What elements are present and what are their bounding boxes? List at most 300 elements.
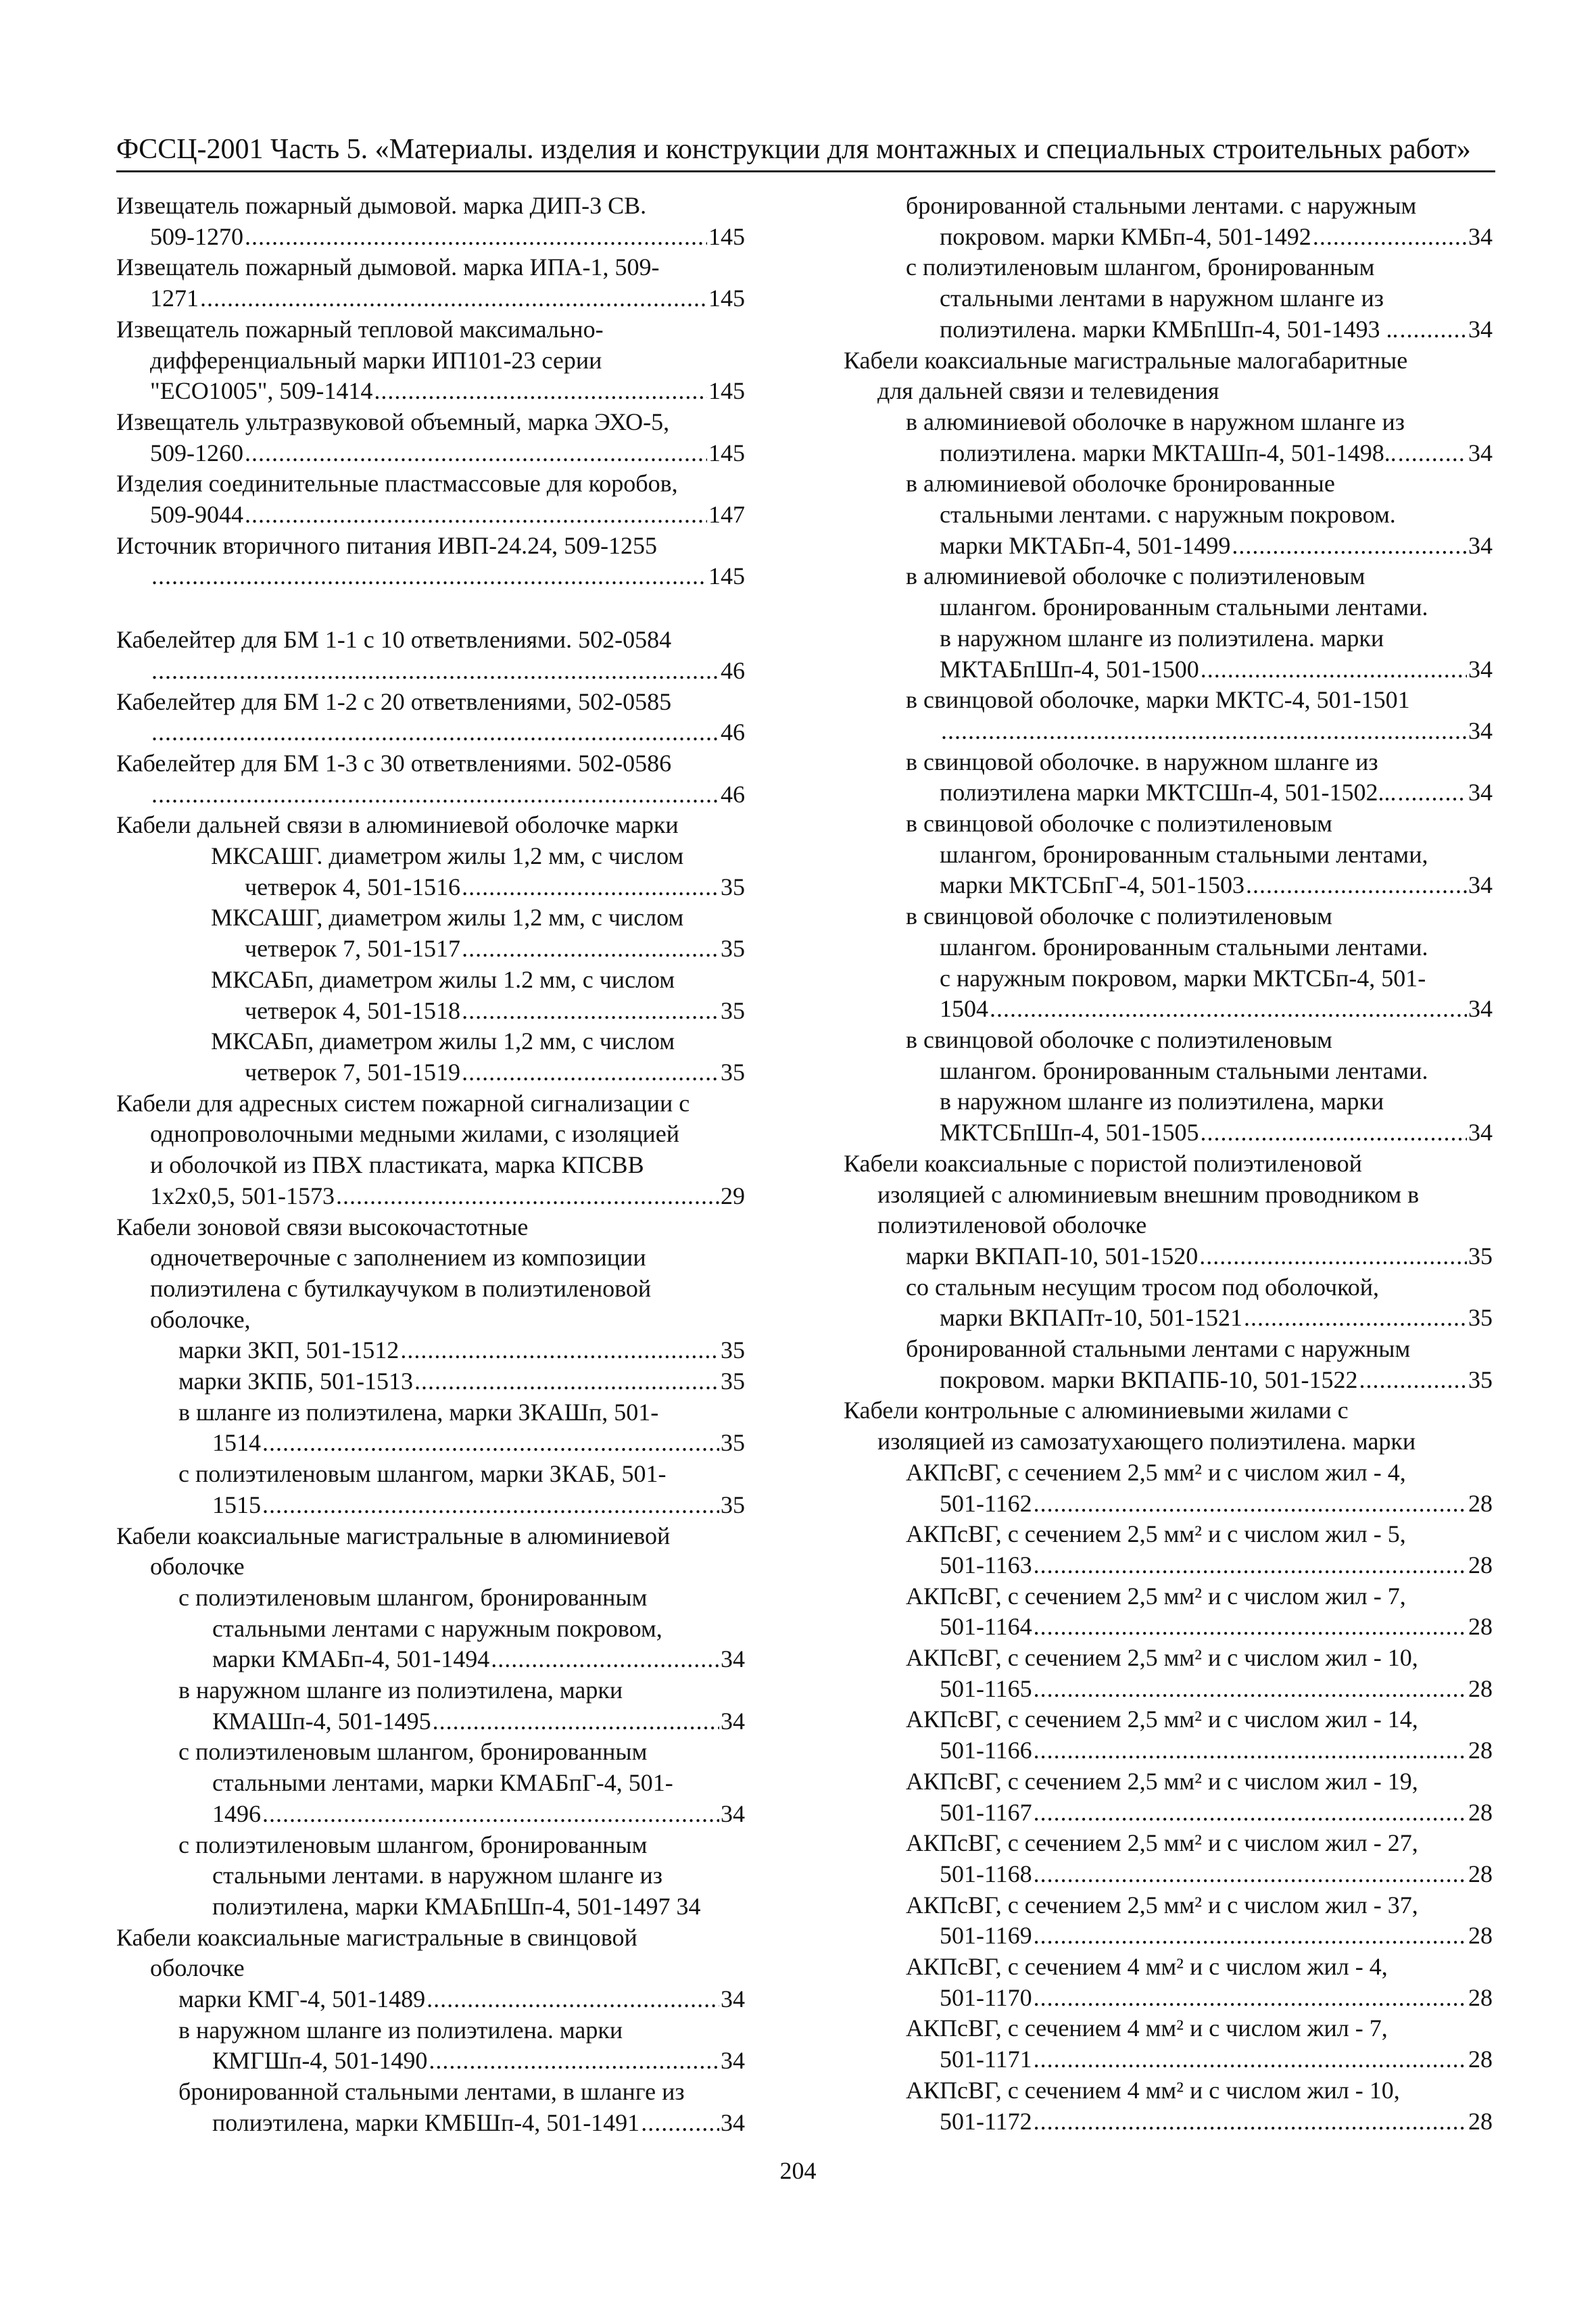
dot-leader (374, 376, 707, 407)
entry-text-line: шлангом. бронированным стальными лентами. (940, 594, 1428, 621)
entry-text-line: МКСАБп, диаметром жилы 1,2 мм, с числом (211, 1028, 675, 1055)
index-entry (844, 468, 1493, 561)
entry-page-ref: 35 (721, 1429, 745, 1457)
index-entry (116, 191, 745, 252)
dot-leader (151, 717, 719, 748)
page-number: 204 (779, 2157, 817, 2184)
entry-leader-line (116, 1181, 745, 1212)
entry-last-text: четверок 7, 501-1519 (245, 1058, 461, 1086)
entry-text-line: МКСАБп, диаметром жилы 1.2 мм, с числом (211, 965, 675, 993)
index-entry (116, 1583, 745, 1675)
index-entry (844, 2013, 1493, 2075)
entry-leader-line (116, 222, 745, 253)
index-entry (844, 1704, 1493, 1766)
entry-leader-line (178, 1335, 745, 1366)
entry-text-line: Кабели коаксиальные магистральные в свинцовой (116, 1923, 637, 1951)
dot-leader (1034, 1489, 1467, 1520)
entry-page-ref: 34 (721, 1645, 745, 1673)
entry-leader-line (116, 656, 745, 687)
entry-page-ref: 28 (1468, 1551, 1493, 1578)
entry-text-line: полиэтилена с бутилкаучуком в полиэтиленовой (150, 1274, 652, 1302)
index-entry (116, 1830, 745, 1923)
entry-leader-line (906, 1983, 1493, 2014)
entry-leader-line (906, 1365, 1493, 1396)
entry-leader-line (906, 2044, 1493, 2075)
entry-leader-line (211, 872, 745, 903)
dot-leader (1034, 1798, 1467, 1829)
entry-leader-line (116, 561, 745, 592)
entry-text-line: в наружном шланге из полиэтилена, марки (940, 1088, 1384, 1115)
entry-text-line: Кабели контрольные с алюминиевыми жилами с (844, 1397, 1349, 1424)
entry-last-text: полиэтилена марки МКТСШп-4, 501-1502... (940, 779, 1397, 806)
index-entry (116, 1923, 745, 1984)
entry-text-line: Извещатель пожарный тепловой максимально- (116, 315, 604, 343)
entry-text-line: со стальным несущим тросом под оболочкой, (906, 1273, 1380, 1301)
entry-page-ref: 35 (721, 996, 745, 1024)
dot-leader (1246, 870, 1467, 901)
entry-text-line: для дальней связи и телевидения (877, 377, 1219, 405)
entry-leader-line (211, 934, 745, 965)
dot-leader (262, 1799, 719, 1830)
entry-leader-line (178, 1706, 745, 1737)
entry-page-ref: 34 (1468, 717, 1493, 744)
index-entry (116, 1088, 745, 1212)
entry-page-ref: 147 (708, 501, 745, 529)
index-entry (116, 2077, 745, 2138)
entry-last-text: марки КМАБп-4, 501-1494 (212, 1645, 490, 1673)
entry-text-line: оболочке (150, 1954, 245, 1982)
entry-leader-line (178, 2108, 745, 2139)
entry-text-line: в алюминиевой оболочке в наружном шланге из (906, 408, 1405, 435)
entry-last-text: покровом. марки КМБп-4, 501-1492 (940, 222, 1311, 250)
entry-page-ref: 28 (1468, 2046, 1493, 2073)
entry-text-line: изоляцией с алюминиевым внешним проводником в (877, 1180, 1420, 1208)
entry-text-line: с полиэтиленовым шлангом, бронированным (906, 254, 1375, 281)
index-entry (844, 1334, 1493, 1395)
entry-text-line: Извещатель пожарный дымовой. марка ДИП-3 СВ. (116, 192, 647, 219)
dot-leader (1398, 438, 1467, 469)
dot-leader (1034, 2044, 1467, 2075)
entry-text-line: с полиэтиленовым шлангом, бронированным (178, 1583, 648, 1611)
dot-leader (1244, 1303, 1467, 1334)
entry-text-line: АКПсВГ, с сечением 2,5 мм² и с числом жил - 14, (906, 1706, 1418, 1733)
entry-text-line: АКПсВГ, с сечением 2,5 мм² и с числом жил - 4, (906, 1458, 1406, 1486)
entry-text-line: бронированной стальными лентами. с наружным (906, 192, 1417, 219)
entry-leader-line (906, 531, 1493, 562)
entry-page-ref: 34 (1468, 995, 1493, 1023)
entry-text-line: в алюминиевой оболочке бронированные (906, 470, 1335, 498)
entry-leader-line (906, 1921, 1493, 1952)
entry-last-text: 509-9044 (150, 501, 243, 529)
entry-last-text: марки ЗКП, 501-1512 (178, 1336, 400, 1364)
entry-page-ref: 46 (721, 780, 745, 808)
dot-leader (200, 283, 707, 314)
entry-leader-line (178, 1799, 745, 1830)
entry-page-ref: 35 (1468, 1304, 1493, 1332)
entry-text-line: в свинцовой оболочке с полиэтиленовым (906, 1026, 1332, 1053)
entry-text-line: Кабели зоновой связи высокочастотные (116, 1213, 529, 1240)
entry-leader-line (906, 1798, 1493, 1829)
dot-leader (462, 1057, 719, 1088)
dot-leader (1399, 314, 1467, 345)
entry-text-line: в свинцовой оболочке с полиэтиленовым (906, 902, 1332, 930)
dot-leader (1232, 531, 1467, 562)
entry-last-text: 501-1169 (940, 1922, 1032, 1950)
index-entry (116, 1521, 745, 1583)
index-entry (844, 345, 1493, 407)
entry-page-ref: 34 (721, 1800, 745, 1827)
entry-page-ref: 28 (1468, 1674, 1493, 1702)
entry-text-line: Кабели для адресных систем пожарной сигнализации с (116, 1089, 690, 1117)
entry-text-line: Кабелейтер для БМ 1-1 с 10 ответвлениями. 502-0584 (116, 626, 672, 654)
dot-leader (245, 222, 707, 253)
entry-text-line: полиэтилена, марки КМАБпШп-4, 501-1497 34 (212, 1892, 701, 1920)
entry-leader-line (178, 2046, 745, 2077)
entry-last-text: марки ЗКПБ, 501-1513 (178, 1368, 413, 1395)
index-entry (844, 1149, 1493, 1241)
index-entry (116, 1212, 745, 1336)
entry-last-text: 509-1260 (150, 439, 243, 466)
entry-last-text: 1496 (212, 1800, 261, 1827)
entry-text-line: Кабелейтер для БМ 1-2 с 20 ответвлениями, 502-0585 (116, 687, 672, 715)
index-entry (844, 561, 1493, 685)
entry-last-text: 501-1167 (940, 1798, 1032, 1826)
entry-page-ref: 35 (721, 935, 745, 963)
entry-text-line: шлангом, бронированным стальными лентами, (940, 840, 1428, 868)
index-entry (116, 468, 745, 530)
dot-leader (1034, 1859, 1467, 1890)
index-entry (116, 810, 745, 841)
entry-last-text: полиэтилена, марки КМБШп-4, 501-1491 (212, 2108, 640, 2136)
entry-page-ref: 35 (1468, 1366, 1493, 1393)
entry-text-line: изоляцией из самозатухающего полиэтилена. марки (877, 1428, 1416, 1455)
dot-leader (262, 1490, 719, 1521)
index-entry (116, 1335, 745, 1366)
index-entry (116, 748, 745, 810)
index-column-right (844, 191, 1493, 2137)
entry-page-ref: 28 (1468, 1737, 1493, 1764)
entry-text-line: с наружным покровом, марки МКТСБп-4, 501- (940, 964, 1426, 992)
entry-leader-line (178, 1366, 745, 1397)
entry-leader-line (116, 438, 745, 469)
entry-text-line: оболочке (150, 1553, 245, 1581)
entry-page-ref: 34 (1468, 655, 1493, 683)
entry-leader-line (906, 1489, 1493, 1520)
index-entry (116, 687, 745, 748)
entry-text-line: бронированной стальными лентами, в шланге из (178, 2078, 685, 2106)
dot-leader (462, 872, 719, 903)
entry-page-ref: 46 (721, 719, 745, 746)
dot-leader (427, 1984, 719, 2015)
dot-leader (1034, 1921, 1467, 1952)
index-entry (844, 1890, 1493, 1952)
dot-leader (433, 1706, 719, 1737)
entry-text-line: Источник вторичного питания ИВП-24.24, 509-1255 (116, 531, 658, 559)
entry-text-line: в наружном шланге из полиэтилена, марки (178, 1676, 623, 1704)
dot-leader (1034, 1983, 1467, 2014)
entry-last-text: 501-1170 (940, 1983, 1032, 2011)
entry-leader-line (906, 654, 1493, 685)
dot-leader (641, 2108, 719, 2139)
index-entry (844, 1581, 1493, 1643)
index-entry (844, 1519, 1493, 1581)
index-entry (116, 625, 745, 686)
entry-last-text: 509-1270 (150, 222, 243, 250)
entry-page-ref: 34 (721, 2047, 745, 2075)
entry-text-line: стальными лентами с наружным покровом, (212, 1614, 662, 1642)
entry-last-text: марки ВКПАП-10, 501-1520 (906, 1242, 1199, 1270)
index-entry (844, 1241, 1493, 1272)
entry-leader-line (906, 1117, 1493, 1149)
entry-leader-line (116, 376, 745, 407)
dot-leader (400, 1335, 719, 1366)
dot-leader (1034, 1674, 1467, 1705)
entry-text-line: АКПсВГ, с сечением 2,5 мм² и с числом жил - 27, (906, 1829, 1418, 1857)
index-entry (116, 252, 745, 314)
entry-last-text: 501-1166 (940, 1737, 1032, 1764)
entry-page-ref: 145 (708, 377, 745, 405)
entry-text-line: шлангом. бронированным стальными лентами. (940, 933, 1428, 961)
dot-leader (1201, 1117, 1467, 1149)
entry-leader-line (178, 1984, 745, 2015)
entry-leader-line (178, 1644, 745, 1675)
entry-text-line: Кабели коаксиальные магистральные малогабаритные (844, 346, 1408, 374)
dot-leader (262, 1428, 719, 1459)
entry-page-ref: 29 (721, 1182, 745, 1209)
entry-page-ref: 28 (1468, 2107, 1493, 2135)
dot-leader (429, 2046, 719, 2077)
entry-page-ref: 28 (1468, 1613, 1493, 1641)
index-entry (844, 901, 1493, 1025)
entry-leader-line (116, 500, 745, 531)
entry-page-ref: 35 (721, 1058, 745, 1086)
index-entry (116, 1397, 745, 1459)
index-entry (116, 531, 745, 592)
index-entry (844, 747, 1493, 809)
index-entry (844, 685, 1493, 746)
entry-text-line: АКПсВГ, с сечением 2,5 мм² и с числом жил - 10, (906, 1644, 1418, 1672)
entry-last-text: 501-1171 (940, 2046, 1032, 2073)
entry-page-ref: 28 (1468, 1489, 1493, 1517)
index-entry (844, 1025, 1493, 1149)
entry-text-line: в наружном шланге из полиэтилена. марки (178, 2016, 623, 2044)
entry-page-ref: 35 (721, 1491, 745, 1518)
dot-leader (941, 716, 1467, 747)
dot-leader (245, 438, 707, 469)
entry-leader-line (906, 1859, 1493, 1890)
entry-text-line: дифференциальный марки ИП101-23 серии (150, 346, 602, 374)
index-entry (844, 1952, 1493, 2013)
entry-leader-line (906, 1612, 1493, 1643)
index-entry (844, 1272, 1493, 1334)
entry-page-ref: 145 (708, 222, 745, 250)
entry-page-ref: 34 (1468, 871, 1493, 899)
index-entry (844, 809, 1493, 901)
entry-page-ref: 34 (1468, 439, 1493, 466)
entry-last-text: четверок 4, 501-1516 (245, 873, 461, 900)
entry-leader-line (906, 994, 1493, 1025)
index-entry (116, 1737, 745, 1829)
entry-page-ref: 145 (708, 285, 745, 312)
entry-text-line: в алюминиевой оболочке с полиэтиленовым (906, 562, 1365, 590)
entry-last-text: КМАШп-4, 501-1495 (212, 1707, 431, 1735)
entry-page-ref: 28 (1468, 1983, 1493, 2011)
index-entry (116, 841, 745, 902)
entry-text-line: МКСАШГ. диаметром жилы 1,2 мм, с числом (211, 842, 684, 870)
entry-text-line: Кабели дальней связи в алюминиевой оболочке марки (116, 811, 679, 839)
entry-page-ref: 145 (708, 439, 745, 466)
entry-page-ref: 35 (721, 1368, 745, 1395)
entry-last-text: КМГШп-4, 501-1490 (212, 2047, 428, 2075)
entry-text-line: стальными лентами. с наружным покровом. (940, 501, 1396, 529)
index-entry (844, 252, 1493, 345)
index-entry (116, 1675, 745, 1737)
entry-page-ref: 28 (1468, 1922, 1493, 1950)
dot-leader (336, 1181, 719, 1212)
index-entry (844, 1395, 1493, 1457)
entry-last-text: четверок 7, 501-1517 (245, 935, 461, 963)
entry-last-text: 1514 (212, 1429, 261, 1457)
dot-leader (1398, 777, 1467, 809)
entry-text-line: полиэтиленовой оболочке (877, 1211, 1147, 1239)
entry-page-ref: 35 (1468, 1242, 1493, 1270)
entry-last-text: МКТАБпШп-4, 501-1500 (940, 655, 1199, 683)
entry-page-ref: 34 (721, 2108, 745, 2136)
dot-leader (151, 656, 719, 687)
entry-text-line: в свинцовой оболочке, марки МКТС-4, 501-1501 (906, 686, 1410, 714)
entry-text-line: в свинцовой оболочке. в наружном шланге из (906, 748, 1378, 775)
entry-last-text: 501-1165 (940, 1674, 1032, 1702)
entry-page-ref: 34 (1468, 531, 1493, 559)
entry-leader-line (116, 717, 745, 748)
entry-text-line: с полиэтиленовым шлангом, бронированным (178, 1738, 648, 1766)
dot-leader (1034, 1550, 1467, 1581)
entry-text-line: Кабели коаксиальные с пористой полиэтиленовой (844, 1149, 1362, 1177)
spacer (116, 592, 745, 625)
entry-last-text: 501-1172 (940, 2107, 1032, 2135)
page-header: ФССЦ-2001 Часть 5. «Материалы. изделия и конструкции для монтажных и специальных строительных работ» (116, 134, 1471, 165)
dot-leader (1199, 1241, 1467, 1272)
dot-leader (491, 1644, 719, 1675)
entry-page-ref: 34 (1468, 1119, 1493, 1147)
index-entry (116, 1459, 745, 1520)
index-entry (844, 1766, 1493, 1828)
dot-leader (990, 994, 1467, 1025)
entry-last-text: четверок 4, 501-1518 (245, 996, 461, 1024)
entry-leader-line (906, 1735, 1493, 1766)
entry-page-ref: 34 (721, 1985, 745, 2013)
header-rule (116, 170, 1495, 172)
entry-last-text: "ECO1005", 509-1414 (150, 377, 373, 405)
index-entry (116, 902, 745, 964)
entry-text-line: с полиэтиленовым шлангом, марки ЗКАБ, 501- (178, 1460, 667, 1488)
entry-text-line: в наружном шланге из полиэтилена. марки (940, 624, 1384, 652)
entry-text-line: в свинцовой оболочке с полиэтиленовым (906, 810, 1332, 838)
entry-last-text: полиэтилена. марки КМБпШп-4, 501-1493 .. (940, 315, 1399, 343)
entry-text-line: с полиэтиленовым шлангом, бронированным (178, 1831, 648, 1858)
entry-leader-line (906, 222, 1493, 253)
entry-page-ref: 34 (721, 1707, 745, 1735)
index-column-left (116, 191, 745, 2139)
entry-text-line: оболочке, (150, 1305, 251, 1333)
entry-last-text: марки ВКПАПт-10, 501-1521 (940, 1304, 1242, 1332)
dot-leader (462, 996, 719, 1027)
entry-last-text: 501-1162 (940, 1489, 1032, 1517)
entry-text-line: МКСАШГ, диаметром жилы 1,2 мм, с числом (211, 904, 684, 932)
entry-text-line: АКПсВГ, с сечением 4 мм² и с числом жил - 10, (906, 2076, 1400, 2104)
index-entry (844, 1828, 1493, 1889)
entry-leader-line (906, 314, 1493, 345)
entry-text-line: АКПсВГ, с сечением 2,5 мм² и с числом жил - 37, (906, 1891, 1418, 1919)
entry-text-line: АКПсВГ, с сечением 2,5 мм² и с числом жил - 19, (906, 1767, 1418, 1795)
entry-text-line: бронированной стальными лентами с наружным (906, 1335, 1411, 1363)
entry-page-ref: 35 (721, 873, 745, 900)
entry-leader-line (906, 870, 1493, 901)
index-entry (844, 191, 1493, 252)
entry-page-ref: 28 (1468, 1860, 1493, 1887)
entry-last-text: 1504 (940, 995, 988, 1023)
entry-text-line: АКПсВГ, с сечением 2,5 мм² и с числом жил - 5, (906, 1520, 1406, 1548)
entry-leader-line (906, 1241, 1493, 1272)
dot-leader (151, 561, 707, 592)
entry-leader-line (906, 438, 1493, 469)
entry-leader-line (906, 1303, 1493, 1334)
index-entry (116, 1026, 745, 1088)
index-entry (116, 2015, 745, 2077)
entry-last-text: покровом. марки ВКПАПБ-10, 501-1522 (940, 1366, 1358, 1393)
dot-leader (1201, 654, 1467, 685)
dot-leader (245, 500, 707, 531)
entry-last-text: 1х2х0,5, 501-1573 (150, 1182, 335, 1209)
entry-last-text: марки КМГ-4, 501-1489 (178, 1985, 426, 2013)
entry-leader-line (116, 283, 745, 314)
index-entry (844, 407, 1493, 468)
entry-text-line: стальными лентами, марки КМАБпГ-4, 501- (212, 1769, 673, 1797)
entry-leader-line (906, 716, 1493, 747)
entry-text-line: стальными лентами. в наружном шланге из (212, 1862, 662, 1889)
entry-text-line: Извещатель пожарный дымовой. марка ИПА-1, 509- (116, 254, 660, 281)
entry-last-text: 1515 (212, 1491, 261, 1518)
entry-leader-line (116, 779, 745, 811)
dot-leader (1034, 1612, 1467, 1643)
entry-text-line: стальными лентами в наружном шланге из (940, 285, 1384, 312)
entry-last-text: марки МКТСБпГ-4, 501-1503 (940, 871, 1245, 899)
entry-text-line: одночетверочные с заполнением из композиции (150, 1244, 646, 1272)
entry-last-text: МКТСБпШп-4, 501-1505 (940, 1119, 1199, 1147)
entry-leader-line (211, 1057, 745, 1088)
dot-leader (1359, 1365, 1467, 1396)
index-entry (844, 1643, 1493, 1704)
entry-last-text: полиэтилена. марки МКТАШп-4, 501-1498.. (940, 439, 1397, 466)
entry-last-text: марки МКТАБп-4, 501-1499 (940, 531, 1231, 559)
entry-text-line: Кабели коаксиальные магистральные в алюминиевой (116, 1522, 671, 1549)
index-entry (116, 1366, 745, 1397)
entry-text-line: в шланге из полиэтилена, марки ЗКАШп, 501- (178, 1398, 659, 1426)
entry-last-text: 501-1164 (940, 1613, 1032, 1641)
entry-page-ref: 34 (1468, 222, 1493, 250)
entry-page-ref: 145 (708, 562, 745, 590)
entry-leader-line (211, 996, 745, 1027)
entry-page-ref: 46 (721, 656, 745, 684)
entry-page-ref: 34 (1468, 779, 1493, 806)
entry-leader-line (906, 777, 1493, 809)
entry-leader-line (178, 1490, 745, 1521)
dot-leader (462, 934, 719, 965)
entry-text-line: Извещатель ультразвуковой объемный, марка ЭХО-5, (116, 408, 670, 435)
index-entry (844, 2075, 1493, 2137)
entry-page-ref: 28 (1468, 1798, 1493, 1826)
entry-text-line: Кабелейтер для БМ 1-3 с 30 ответвлениями. 502-0586 (116, 749, 672, 777)
